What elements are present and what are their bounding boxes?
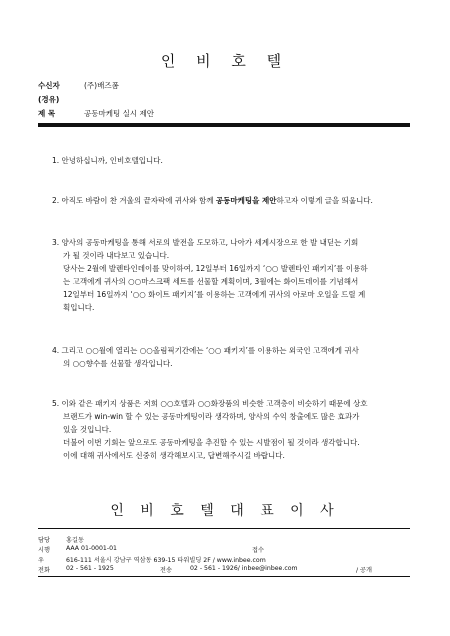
exec-label: 시행 — [38, 547, 50, 554]
recipient-label: 수신자 — [38, 81, 60, 90]
paragraph-4 — [52, 344, 392, 370]
paragraph-5-line: 있을 것입니다. — [63, 425, 112, 434]
paragraph-4-line: 의 ○○향수를 선물할 생각입니다. — [63, 359, 173, 368]
address: 616-111 서울시 강남구 역삼동 639-15 타워빌딩 2F / www.inbee.com — [66, 557, 266, 564]
paragraph-5-line: 5. 이와 같은 패키지 상품은 저희 ○○호텔과 ○○화장품의 비슷한 고객층이 비슷하기 때문에 상호 — [52, 399, 368, 408]
paragraph-3-line: 12일부터 16일까지 ‘○○ 화이트 패키지’를 이용하는 고객에게 귀사의 아로마 오일을 드릴 계 — [63, 290, 366, 299]
receipt-label: 접수 — [252, 547, 264, 554]
manager-label: 담당 — [38, 537, 50, 544]
paragraph-1-line: 1. 안녕하십니까, 인비호텔입니다. — [52, 156, 163, 165]
document-title: 인 비 호 텔 — [160, 52, 290, 70]
exec-value: AAA 01-0001-01 — [66, 545, 117, 552]
header-divider — [38, 123, 410, 127]
footer-divider — [38, 528, 410, 529]
manager-value: 홍길동 — [66, 537, 84, 544]
phone-value: 02 - 561 - 1925 — [66, 565, 114, 572]
paragraph-3-line: 3. 양사의 공동마케팅을 통해 서로의 발전을 도모하고, 나아가 세계시장으로 한 발 내딛는 기회 — [52, 238, 359, 247]
subject-label: 제 목 — [38, 109, 56, 118]
paragraph-2 — [52, 194, 392, 207]
paragraph-3-line: 당사는 2월에 발렌타인데이를 맞이하여, 12일부터 16일까지 ‘○○ 발렌타인 패키지’를 이용하 — [63, 264, 368, 273]
phone-label: 전화 — [38, 567, 50, 574]
fax-label: 전송 — [160, 567, 172, 574]
paragraph-5 — [52, 397, 392, 462]
paragraph-2-emphasis: 공동마케팅을 제안 — [215, 196, 277, 205]
recipient-value: (주)배즈폼 — [84, 81, 119, 90]
paragraph-1 — [52, 154, 392, 167]
via-label: (경유) — [38, 95, 60, 104]
paragraph-5-line: 브랜드가 win-win 할 수 있는 공동마케팅이라 생각하며, 양사의 수익 창출에도 많은 효과가 — [63, 412, 360, 421]
paragraph-2-line — [52, 194, 392, 207]
paragraph-5-line: 이에 대해 귀사에서도 신중히 생각해보시고, 답변해주시길 바랍니다. — [63, 451, 285, 460]
paragraph-4-line: 4. 그리고 ○○월에 열리는 ○○올림픽기간에는 ‘○○ 패키지’를 이용하는 외국인 고객에게 귀사 — [52, 346, 359, 355]
paragraph-2-text-a: 2. 아직도 바람이 찬 겨울의 끝자락에 귀사와 함께 — [52, 196, 216, 205]
paragraph-3-line: 획입니다. — [63, 303, 95, 312]
paragraph-2-text-c: 하고자 이렇게 글을 띄웁니다. — [276, 196, 373, 205]
subject-value: 공동마케팅 실시 제안 — [84, 109, 154, 118]
disclosure: / 공개 — [356, 567, 373, 574]
paragraph-3 — [52, 236, 392, 314]
fax-value: 02 - 561 - 1926/ inbee@inbee.com — [190, 565, 298, 572]
ceo-signature: 인 비 호 텔 대 표 이 사 — [110, 503, 340, 519]
paragraph-3-line: 는 고객에게 귀사의 ○○마스크팩 세트를 선물할 계획이며, 3월에는 화이트데이를 기념해서 — [63, 277, 359, 286]
paragraph-3-line: 가 될 것이라 내다보고 있습니다. — [63, 251, 170, 260]
zip-label: 우 — [38, 557, 44, 564]
paragraph-5-line: 더불어 이번 기회는 앞으로도 공동마케팅을 추진할 수 있는 시발점이 될 것이라 생각합니다. — [63, 438, 360, 447]
footer-bottom-divider — [38, 576, 410, 577]
